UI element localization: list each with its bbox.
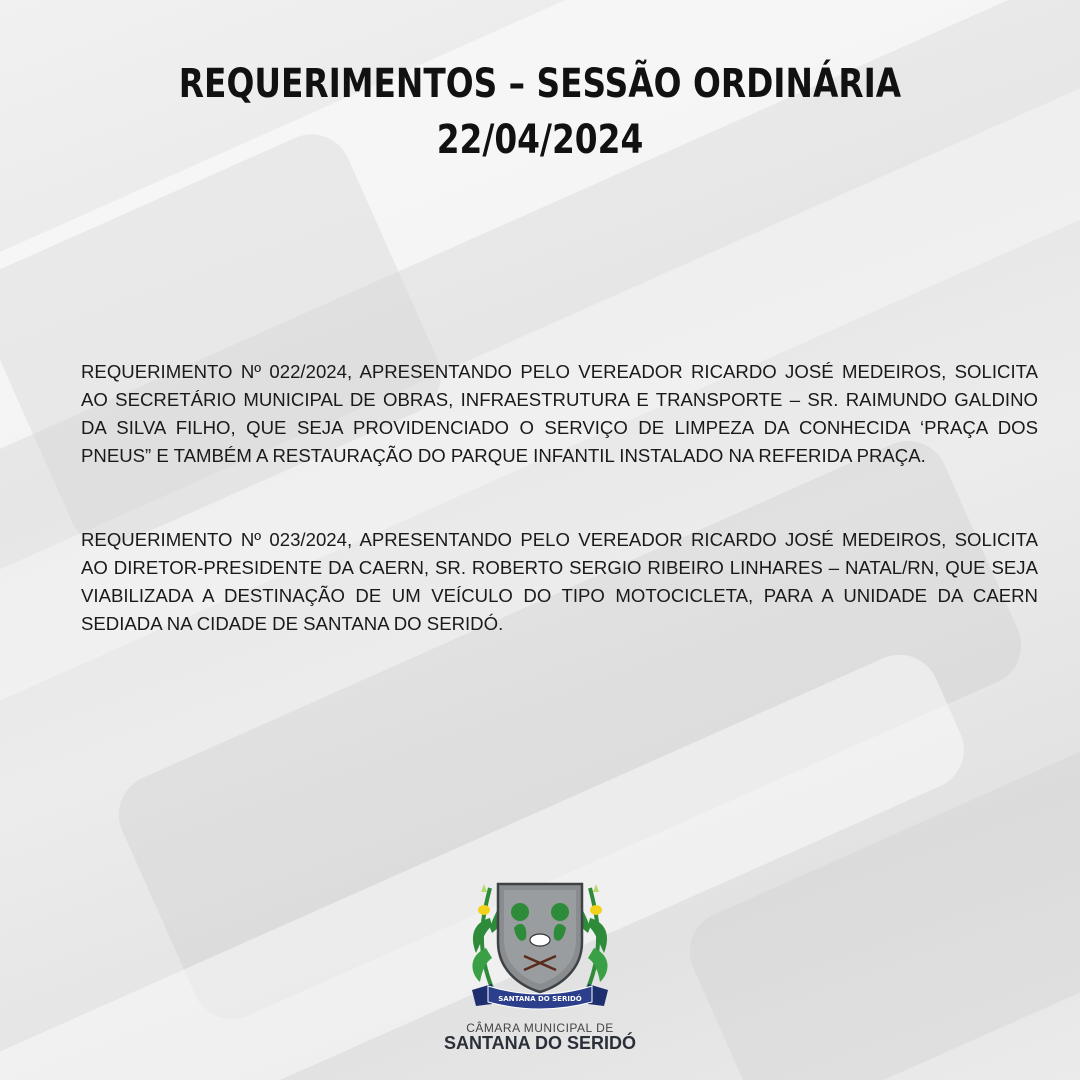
requerimento-paragraph-1: REQUERIMENTO Nº 022/2024, APRESENTANDO PELO VEREADOR RICARDO JOSÉ MEDEIROS, SOLICITA AO SECRETÁRIO MUNICIPAL DE OBRAS, INFRAESTRUTURA E TRANSPORTE – SR. RAIMUNDO GALDINO DA SILVA FILHO, QUE SEJA PROVIDENCIADO O SERVIÇO DE LIMPEZA DA CONHECIDA ‘PRAÇA DOS PNEUS” E TAMBÉM A RESTAURAÇÃO DO PARQUE INFANTIL INSTALADO NA REFERIDA PRAÇA. [81, 361, 1038, 466]
org-name-line-2: SANTANA DO SERIDÓ [443, 1033, 636, 1053]
title-date: 22/04/2024 [436, 117, 644, 163]
coat-of-arms-icon [462, 878, 618, 1014]
org-name-line-1: CÂMARA MUNICIPAL DE [466, 1021, 614, 1035]
page-title [97, 56, 983, 168]
requerimento-paragraph-2: REQUERIMENTO Nº 023/2024, APRESENTANDO PELO VEREADOR RICARDO JOSÉ MEDEIROS, SOLICITA AO DIRETOR-PRESIDENTE DA CAERN, SR. ROBERTO SERGIO RIBEIRO LINHARES – NATAL/RN, QUE SEJA VIABILIZADA A DESTINAÇÃO DE UM VEÍCULO DO TIPO MOTOCICLETA, PARA A UNIDADE DA CAERN SEDIADA NA CIDADE DE SANTANA DO SERIDÓ. [81, 529, 1038, 634]
shield-icon [498, 884, 582, 992]
title-line-1: REQUERIMENTOS – SESSÃO ORDINÁRIA [178, 61, 902, 107]
crest-ribbon-text: SANTANA DO SERIDÓ [498, 995, 582, 1003]
